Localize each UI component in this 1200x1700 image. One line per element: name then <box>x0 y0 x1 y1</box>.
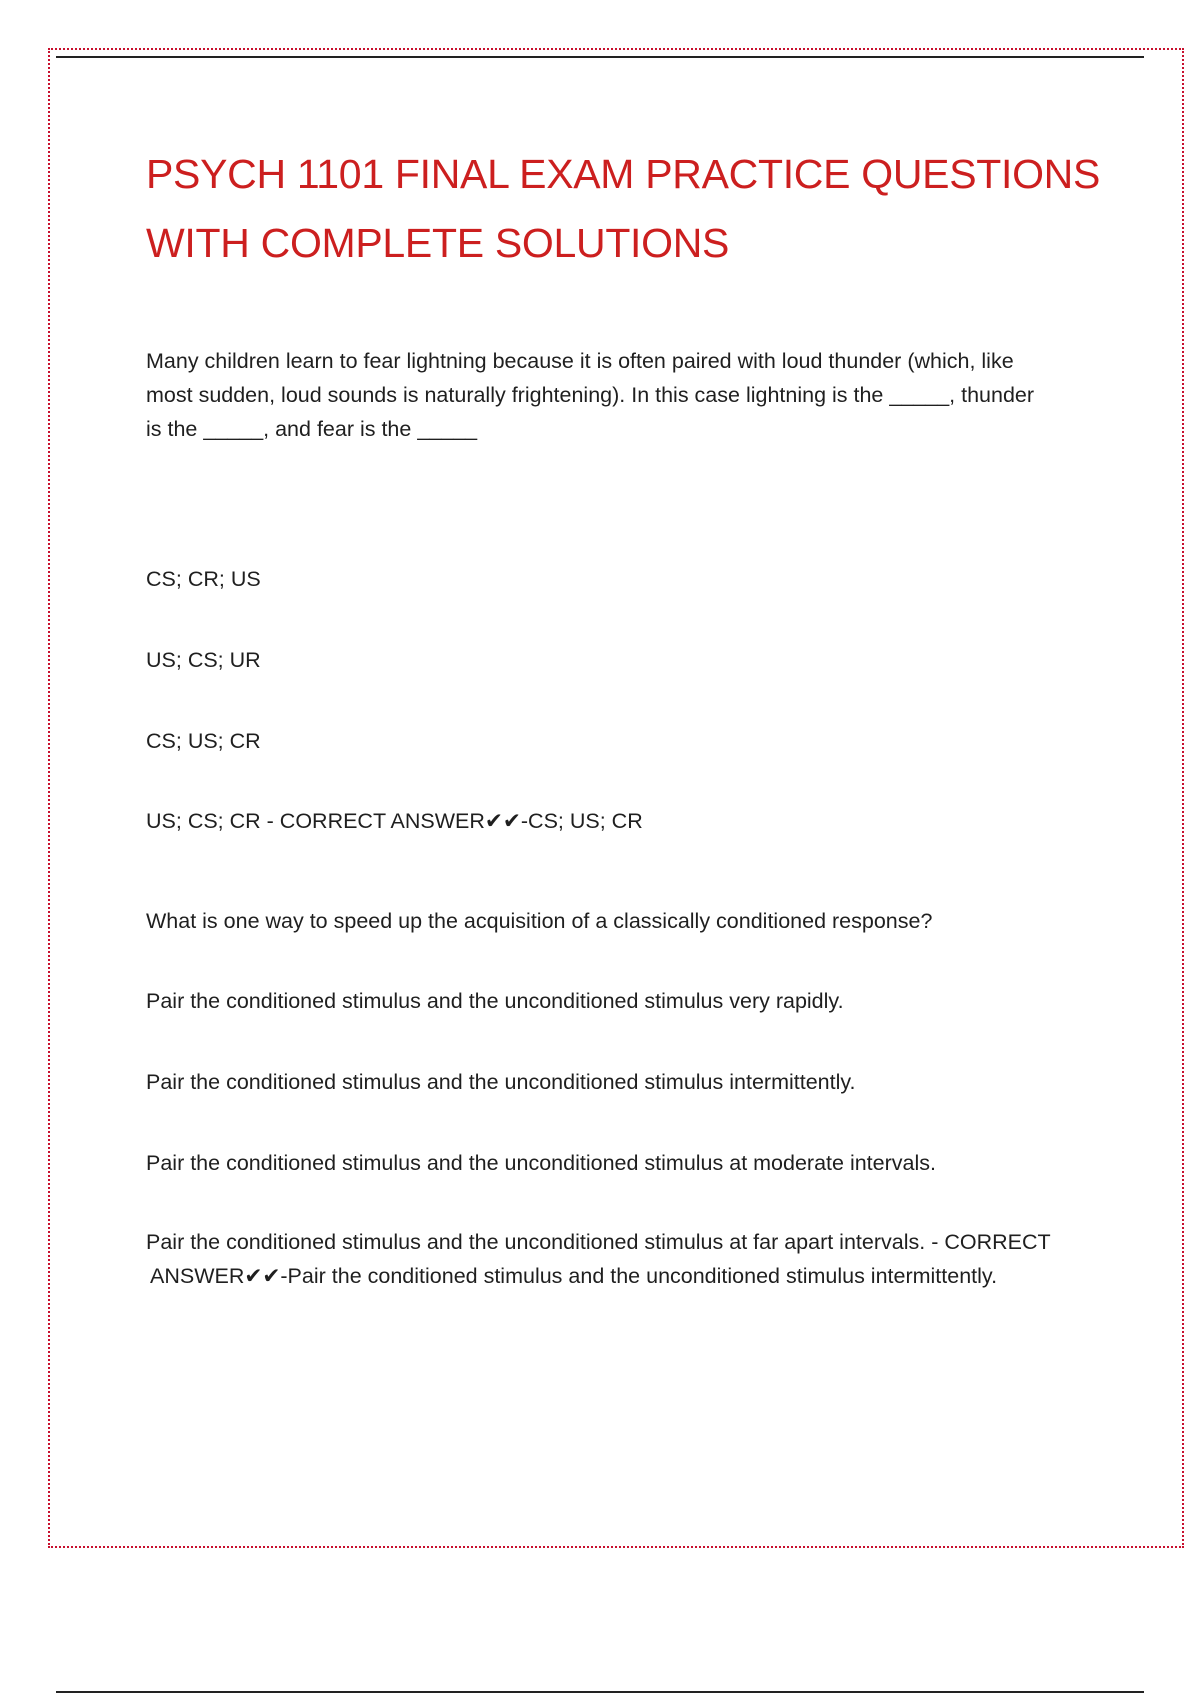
question-2-option-3: Pair the conditioned stimulus and the unconditioned stimulus at moderate intervals. <box>146 1151 936 1175</box>
document-title <box>146 140 1106 278</box>
question-1-option-1: CS; CR; US <box>146 567 261 591</box>
question-2-option-4-correct-answer <box>146 1225 1086 1293</box>
question-1-option-2: US; CS; UR <box>146 648 261 672</box>
title-line-2: WITH COMPLETE SOLUTIONS <box>146 220 730 266</box>
question-1-prompt-line-2: most sudden, loud sounds is naturally frightening). In this case lightning is the _____, thunder <box>146 383 1035 407</box>
question-2-option-1: Pair the conditioned stimulus and the unconditioned stimulus very rapidly. <box>146 989 844 1013</box>
question-1-prompt <box>146 344 1086 446</box>
question-2-option-2: Pair the conditioned stimulus and the unconditioned stimulus intermittently. <box>146 1070 856 1094</box>
footer-rule <box>56 1691 1144 1693</box>
question-1-prompt-line-3: is the _____, and fear is the _____ <box>146 417 478 441</box>
header-rule <box>56 56 1144 58</box>
question-2-prompt: What is one way to speed up the acquisition of a classically conditioned response? <box>146 909 933 933</box>
question-1-option-3: CS; US; CR <box>146 729 261 753</box>
question-2-option-4-line-1: Pair the conditioned stimulus and the unconditioned stimulus at far apart intervals. - CORRECT <box>146 1230 1051 1254</box>
question-1-option-4-correct-answer: US; CS; CR - CORRECT ANSWER✔✔-CS; US; CR <box>146 809 643 833</box>
question-2-option-4-line-2: ANSWER✔✔-Pair the conditioned stimulus and the unconditioned stimulus intermittently. <box>150 1264 998 1288</box>
title-line-1: PSYCH 1101 FINAL EXAM PRACTICE QUESTIONS <box>146 151 1101 197</box>
question-1-prompt-line-1: Many children learn to fear lightning because it is often paired with loud thunder (which, like <box>146 349 1014 373</box>
